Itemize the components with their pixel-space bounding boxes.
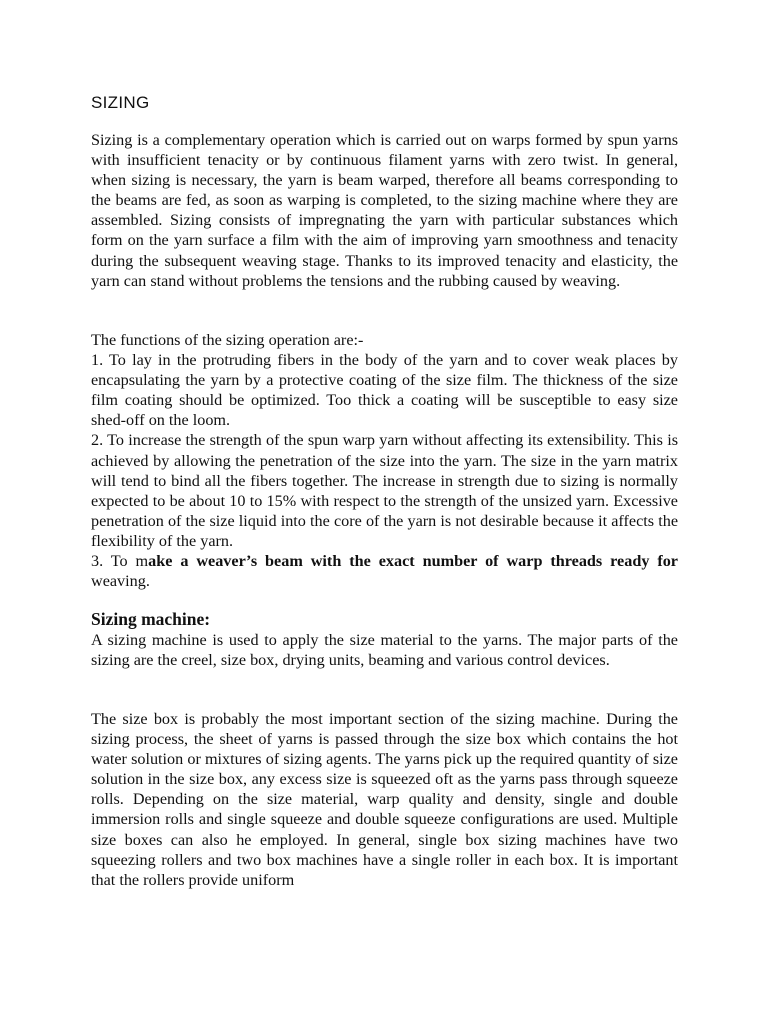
function-item-3-prefix: 3. To m — [91, 552, 149, 571]
function-item-3 — [91, 551, 678, 591]
function-item-2: 2. To increase the strength of the spun warp yarn without affecting its extensibility. This is achieved by allowing the penetration of the size into the yarn. The size in the yarn matrix will tend to bind all the fibers together. The increase in strength due to sizing is normally expected to be about 10 to 15% with respect to the strength of the unsized yarn. Excessive penetration of the size liquid into the core of the yarn is not desirable because it affects the flexibility of the yarn. — [91, 431, 678, 550]
intro-paragraph: Sizing is a complementary operation which is carried out on warps formed by spun yarns with insufficient tenacity or by continuous filament yarns with zero twist. In general, when sizing is necessary, the yarn is beam warped, therefore all beams corresponding to the beams are fed, as soon as warping is completed, to the sizing machine where they are assembled. Sizing consists of impregnating the yarn with particular substances which form on the yarn surface a film with the aim of improving yarn smoothness and tenacity during the subsequent weaving stage. Thanks to its improved tenacity and elasticity, the yarn can stand without problems the tensions and the rubbing caused by weaving. — [91, 131, 678, 290]
functions-intro: The functions of the sizing operation are:- — [91, 331, 364, 349]
function-item-3-bold: ake a weaver’s beam with the exact number of warp threads ready for — [148, 552, 678, 571]
function-item-3-suffix: weaving. — [91, 572, 150, 591]
function-item-1: 1. To lay in the protruding fibers in the body of the yarn and to cover weak places by encapsulating the yarn by a protective coating of the size film. The thickness of the size film coating should be optimized. Too thick a coating will be susceptible to easy size shed-off on the loom. — [91, 351, 678, 430]
page-title: SIZING — [91, 93, 150, 112]
size-box-paragraph: The size box is probably the most important section of the sizing machine. During the sizing process, the sheet of yarns is passed through the size box which contains the hot water solution or mixtures of sizing agents. The yarns pick up the required quantity of size solution in the size box, any excess size is squeezed oft as the yarns pass through squeeze rolls. Depending on the size material, warp quality and density, single and double immersion rolls and single squeeze and double squeeze configurations are used. Multiple size boxes can also he employed. In general, single box sizing machines have two squeezing rollers and two box machines have a single roller in each box. It is important that the rollers provide uniform — [91, 710, 678, 889]
sizing-machine-paragraph: A sizing machine is used to apply the size material to the yarns. The major parts of the sizing are the creel, size box, drying units, beaming and various control devices. — [91, 631, 678, 670]
functions-list — [91, 330, 678, 591]
section-heading-sizing-machine: Sizing machine: — [91, 609, 211, 629]
